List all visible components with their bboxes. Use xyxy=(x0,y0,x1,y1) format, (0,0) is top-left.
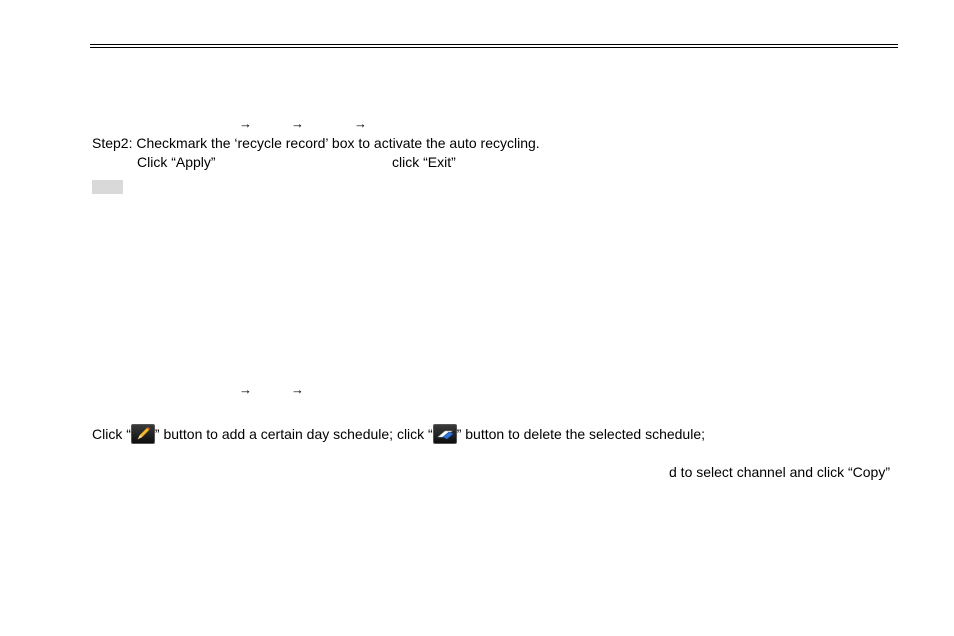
click-open-text: Click “ xyxy=(92,426,131,442)
delete-schedule-text: ” button to delete the selected schedule; xyxy=(456,426,705,442)
copy-text: d to select channel and click “Copy” xyxy=(669,464,890,480)
apply-text: Click “Apply” xyxy=(137,154,216,170)
add-schedule-text: ” button to add a certain day schedule; click “ xyxy=(154,426,433,442)
arrow-1: → xyxy=(239,116,252,131)
step2-text: Step2: Checkmark the ‘recycle record’ box to activate the auto recycling. xyxy=(92,135,540,151)
highlight-box xyxy=(92,180,123,194)
schedule-instructions xyxy=(92,424,705,444)
header-rule-bottom xyxy=(90,47,898,48)
arrow-4: → xyxy=(239,382,252,397)
arrow-5: → xyxy=(291,382,304,397)
header-rule-top xyxy=(90,44,898,45)
exit-text: click “Exit” xyxy=(392,154,456,170)
arrow-2: → xyxy=(291,116,304,131)
eraser-icon xyxy=(433,424,457,444)
arrow-3: → xyxy=(354,116,367,131)
pencil-icon xyxy=(131,424,155,444)
